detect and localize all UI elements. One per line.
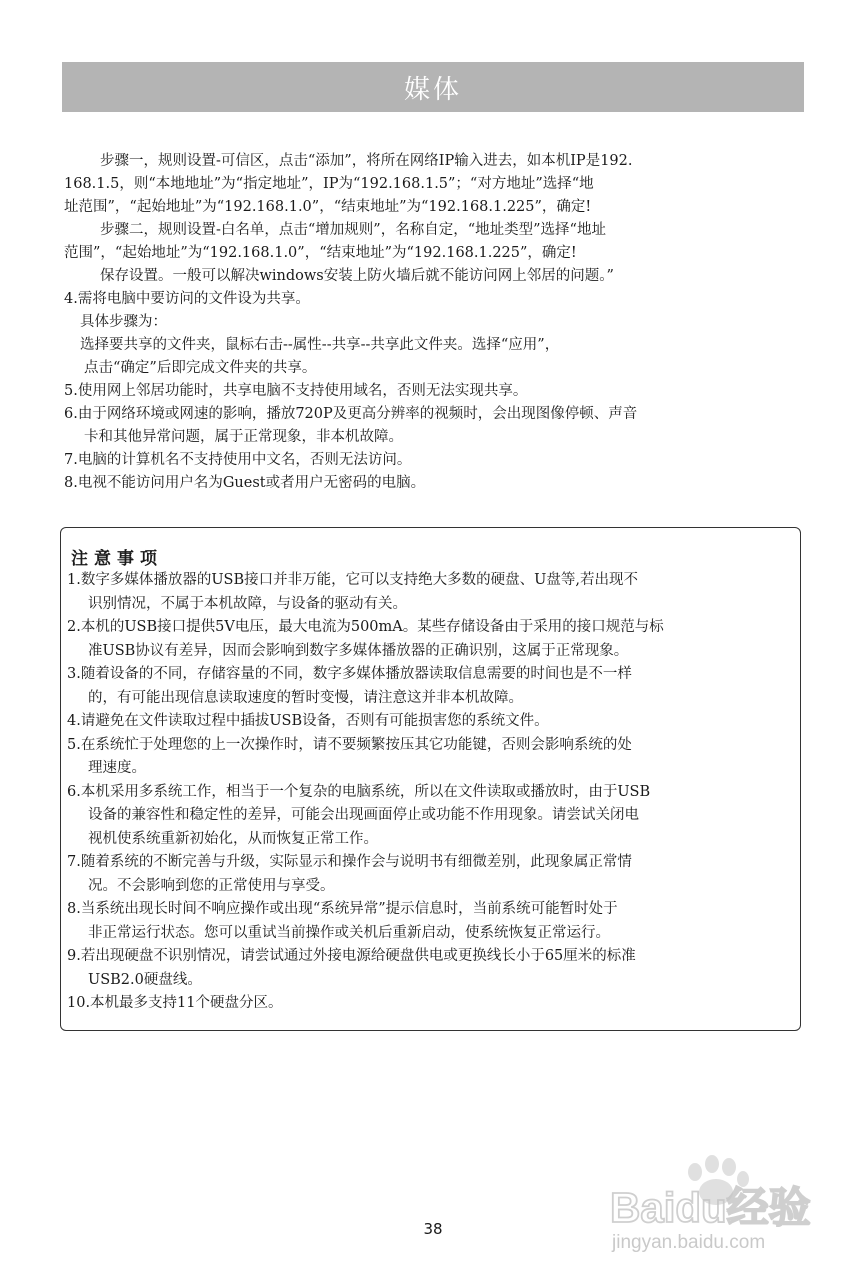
watermark-url: jingyan.baidu.com (612, 1232, 766, 1253)
step-line: 5.使用网上邻居功能时，共享电脑不支持使用域名，否则无法实现共享。 (64, 383, 528, 399)
notice-line: 况。不会影响到您的正常使用与享受。 (88, 877, 335, 894)
notice-line: 9.若出现硬盘不识别情况，请尝试通过外接电源给硬盘供电或更换线长小于65厘米的标准 (67, 948, 636, 964)
notice-line: 8.当系统出现长时间不响应操作或出现“系统异常”提示信息时，当前系统可能暂时处于 (67, 901, 618, 917)
notice-line: 6.本机采用多系统工作，相当于一个复杂的电脑系统，所以在文件读取或播放时，由于USB (67, 783, 651, 800)
step-line: 步骤一，规则设置-可信区，点击“添加”，将所在网络IP输入进去，如本机IP是192. (100, 153, 633, 169)
step-line: 4.需将电脑中要访问的文件设为共享。 (64, 291, 310, 307)
notice-line: 视机使系统重新初始化，从而恢复正常工作。 (88, 830, 378, 847)
page-number: 38 (423, 1220, 443, 1238)
step-line: 址范围”，“起始地址”为“192.168.1.0”，“结束地址”为“192.168.1.225”，确定! (64, 199, 592, 215)
notice-line: 非正常运行状态。您可以重试当前操作或关机后重新启动，使系统恢复正常运行。 (88, 924, 610, 941)
title-banner (62, 62, 804, 112)
step-line: 选择要共享的文件夹，鼠标右击--属性--共享--共享此文件夹。选择“应用”， (80, 337, 560, 353)
notice-line: USB2.0硬盘线。 (88, 971, 202, 988)
notice-box (60, 527, 801, 1031)
notice-line: 设备的兼容性和稳定性的差异，可能会出现画面停止或功能不作用现象。请尝试关闭电 (88, 807, 639, 823)
watermark-brand: Baidu经验 (610, 1184, 811, 1231)
page-title: 媒体 (403, 74, 462, 105)
notice-line: 10.本机最多支持11个硬盘分区。 (67, 995, 283, 1011)
step-line: 8.电视不能访问用户名为Guest或者用户无密码的电脑。 (64, 475, 426, 491)
step-line: 168.1.5，则“本地地址”为“指定地址”，IP为“192.168.1.5”；“对方地址”选择“地 (64, 176, 594, 192)
baidu-jingyan-watermark (600, 1150, 850, 1260)
notice-line: 7.随着系统的不断完善与升级，实际显示和操作会与说明书有细微差别，此现象属正常情 (67, 854, 632, 870)
step-line: 卡和其他异常问题，属于正常现象，非本机故障。 (84, 429, 403, 445)
notice-line: 识别情况，不属于本机故障，与设备的驱动有关。 (88, 595, 407, 612)
step-line: 范围”，“起始地址”为“192.168.1.0”，“结束地址”为“192.168.1.225”，确定! (64, 245, 577, 261)
notice-line: 1.数字多媒体播放器的USB接口并非万能，它可以支持绝大多数的硬盘、U盘等,若出现不 (67, 572, 638, 588)
notice-line: 的，有可能出现信息读取速度的暂时变慢，请注意这并非本机故障。 (88, 689, 523, 706)
notice-line: 4.请避免在文件读取过程中插拔USB设备，否则有可能损害您的系统文件。 (67, 713, 549, 729)
notice-line: 3.随着设备的不同，存储容量的不同，数字多媒体播放器读取信息需要的时间也是不一样 (67, 666, 632, 682)
step-line: 6.由于网络环境或网速的影响，播放720P及更高分辨率的视频时，会出现图像停顿、声音 (64, 406, 638, 422)
steps-section (64, 150, 764, 495)
step-line: 点击“确定”后即完成文件夹的共享。 (84, 360, 317, 376)
step-line: 具体步骤为： (80, 314, 167, 330)
notice-list (67, 569, 799, 1016)
notice-line: 5.在系统忙于处理您的上一次操作时，请不要频繁按压其它功能键，否则会影响系统的处 (67, 736, 632, 753)
step-line: 步骤二，规则设置-白名单，点击“增加规则”，名称自定，“地址类型”选择“地址 (100, 222, 606, 238)
notice-heading: 注意事项 (71, 549, 163, 569)
notice-line: 2.本机的USB接口提供5V电压，最大电流为500mA。某些存储设备由于采用的接口规范与标 (67, 619, 664, 635)
notice-line: 理速度。 (88, 760, 146, 776)
step-line: 保存设置。一般可以解决windows安装上防火墙后就不能访问网上邻居的问题。” (100, 268, 614, 284)
notice-line: 准USB协议有差异，因而会影响到数字多媒体播放器的正确识别，这属于正常现象。 (88, 642, 629, 659)
step-line: 7.电脑的计算机名不支持使用中文名，否则无法访问。 (64, 452, 412, 468)
